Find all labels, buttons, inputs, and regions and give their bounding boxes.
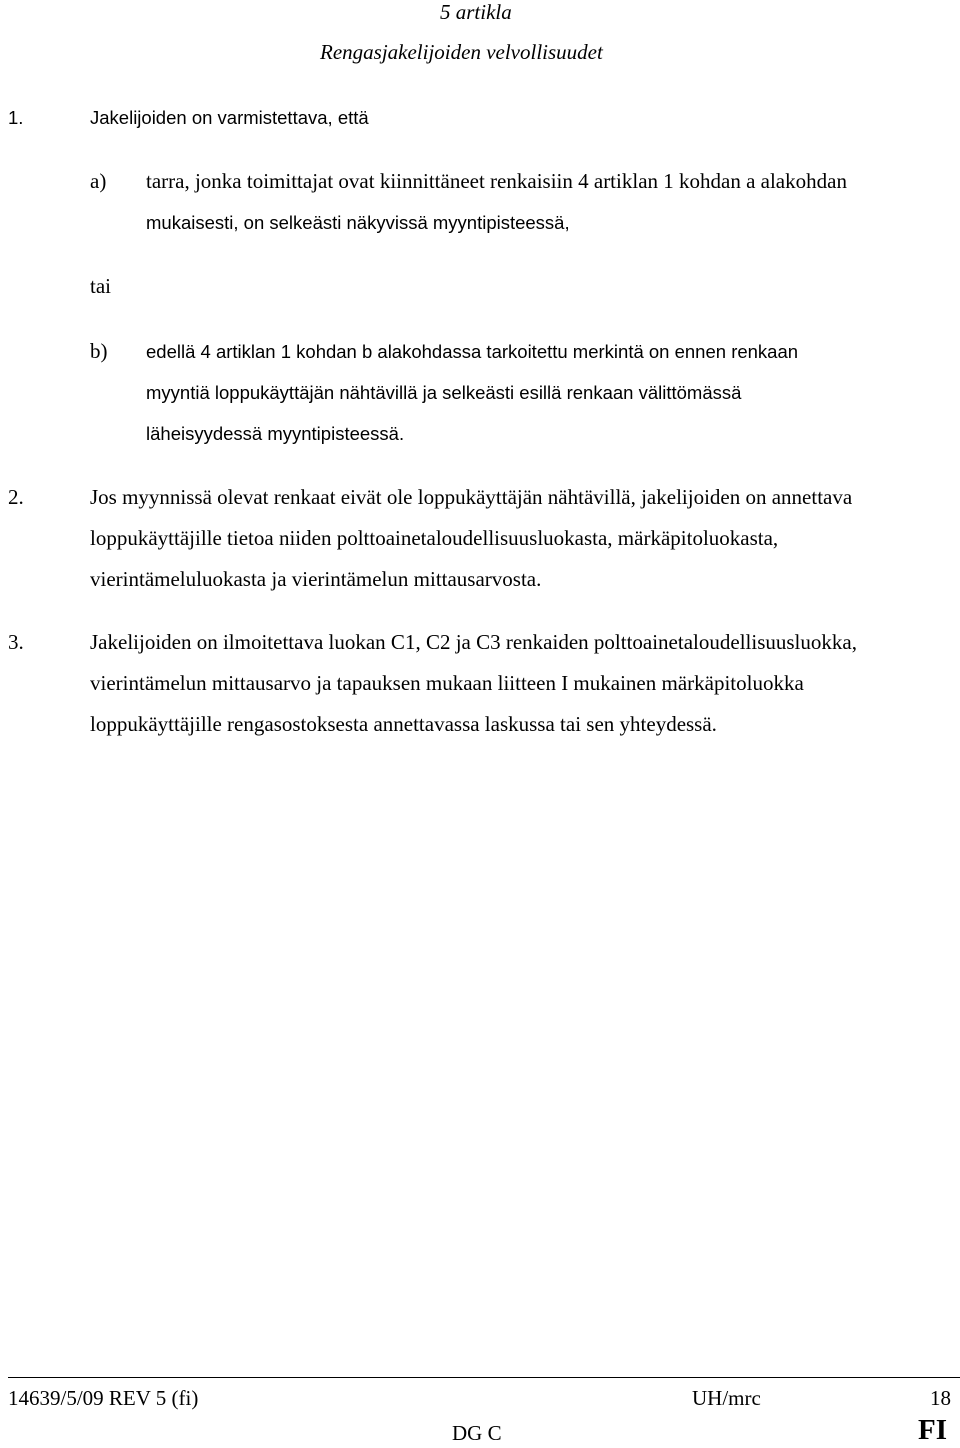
footer-initials: UH/mrc [692,1386,761,1410]
footer-doc-ref: 14639/5/09 REV 5 (fi) [8,1386,199,1410]
item-b-marker: b) [90,339,108,363]
item-a-text [146,161,847,243]
item-a-marker: a) [90,169,107,193]
footer-dg: DG C [452,1421,502,1445]
section-2-line: loppukäyttäjille tietoa niiden polttoainetaloudellisuusluokasta, märkäpitoluokasta, [90,526,779,550]
footer-divider [8,1377,960,1378]
article-title: Rengasjakelijoiden velvollisuudet [320,40,603,64]
section-3-line: vierintämelun mittausarvo ja tapauksen mukaan liitteen I mukainen märkäpitoluokka [90,671,804,695]
footer-language: FI [918,1414,947,1446]
section-1-intro: Jakelijoiden on varmistettava, että [90,107,369,128]
article-number: 5 artikla [440,0,512,24]
section-3-text [90,622,857,745]
section-2-line: Jos myynnissä olevat renkaat eivät ole loppukäyttäjän nähtävillä, jakelijoiden on annettava [90,485,853,509]
connector-tai: tai [90,274,111,298]
section-2-number: 2. [8,485,24,509]
item-a-line: tarra, jonka toimittajat ovat kiinnittäneet renkaisiin 4 artiklan 1 kohdan a alakohdan [146,169,847,193]
section-2-text [90,477,852,600]
item-b-line: myyntiä loppukäyttäjän nähtävillä ja selkeästi esillä renkaan välittömässä [146,382,742,403]
footer-page-number: 18 [930,1386,951,1410]
section-2-line: vierintämeluluokasta ja vierintämelun mittausarvosta. [90,567,542,591]
item-b-text [146,331,798,454]
item-b-line: läheisyydessä myyntipisteessä. [146,423,405,444]
item-a-line: mukaisesti, on selkeästi näkyvissä myyntipisteessä, [146,212,570,233]
section-3-line: loppukäyttäjille rengasostoksesta annettavassa laskussa tai sen yhteydessä. [90,712,717,736]
section-3-number: 3. [8,630,24,654]
item-b-line: edellä 4 artiklan 1 kohdan b alakohdassa tarkoitettu merkintä on ennen renkaan [146,341,799,362]
section-1-number: 1. [8,107,24,128]
section-3-line: Jakelijoiden on ilmoitettava luokan C1, C2 ja C3 renkaiden polttoainetaloudellisuusluokka, [90,630,857,654]
